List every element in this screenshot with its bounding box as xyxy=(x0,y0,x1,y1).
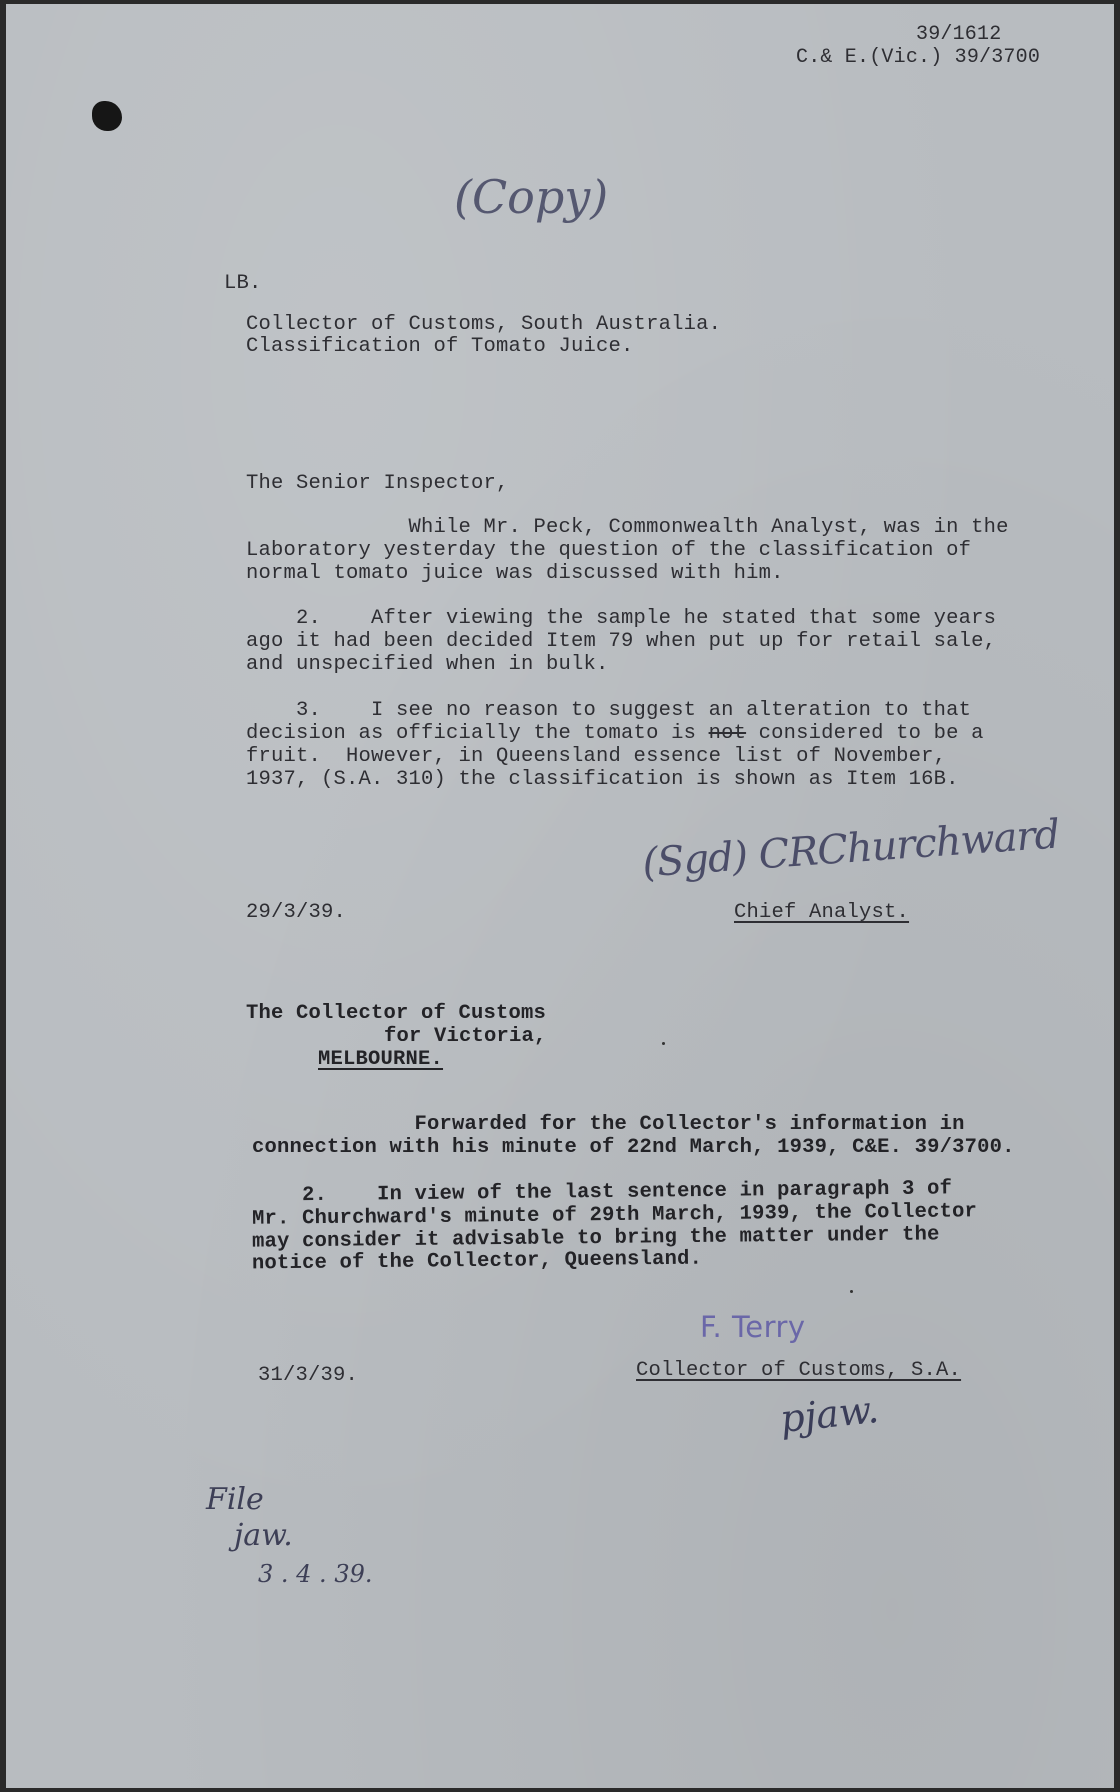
text-line: fruit. However, in Queensland essence list of November, xyxy=(246,745,947,768)
text-line: Mr. Churchward's minute of 29th March, 1939, the Collector xyxy=(251,1200,978,1231)
handwritten-signature-churchward: (Sgd) CRChurchward xyxy=(640,811,1061,887)
text-line: notice of the Collector, Queensland. xyxy=(251,1247,703,1276)
text-line: 2. In view of the last sentence in paragraph 3 of xyxy=(251,1177,953,1208)
text-line: 3. I see no reason to suggest an alteration to that xyxy=(246,699,972,722)
memo-1-date: 29/3/39. xyxy=(246,901,347,924)
file-reference-vic: C.& E.(Vic.) 39/3700 xyxy=(796,46,1041,69)
text-segment: decision as officially the tomato is xyxy=(246,722,709,745)
text-line: Laboratory yesterday the question of the classification of xyxy=(246,539,972,562)
addressee-line-2: for Victoria, xyxy=(384,1025,547,1048)
text-segment: considered to be a xyxy=(746,722,984,745)
text-line: 1937, (S.A. 310) the classification is shown as Item 16B. xyxy=(246,768,959,791)
file-annotation-line-1: File xyxy=(206,1482,264,1517)
punch-hole xyxy=(92,101,122,131)
memo-2-date: 31/3/39. xyxy=(258,1364,359,1387)
file-reference: 39/1612 xyxy=(916,23,1002,46)
text-line: ago it had been decided Item 79 when put up for retail sale, xyxy=(246,630,997,653)
memo-2-signatory-title: Collector of Customs, S.A. xyxy=(636,1359,962,1382)
text-line: normal tomato juice was discussed with him. xyxy=(246,562,784,585)
copy-handwritten-mark: (Copy) xyxy=(454,170,609,224)
text-line: and unspecified when in bulk. xyxy=(246,653,609,676)
memo-1-signatory-title: Chief Analyst. xyxy=(734,901,910,924)
addressee-line-1: The Collector of Customs xyxy=(246,1002,547,1025)
struck-word: not xyxy=(708,722,747,745)
text-line: 2. After viewing the sample he stated that some years xyxy=(246,607,997,630)
text-line: connection with his minute of 22nd March, 1939, C&E. 39/3700. xyxy=(252,1136,1015,1159)
document-page xyxy=(6,4,1114,1788)
ink-dot xyxy=(850,1290,853,1293)
subject-line-2: Classification of Tomato Juice. xyxy=(246,335,634,358)
text-line: While Mr. Peck, Commonwealth Analyst, was in the xyxy=(246,516,1009,539)
initials: LB. xyxy=(224,272,262,295)
text-line: Forwarded for the Collector's information in xyxy=(252,1113,965,1136)
salutation: The Senior Inspector, xyxy=(246,472,509,495)
ink-dot xyxy=(662,1042,665,1045)
name-stamp-f-terry: F. Terry xyxy=(700,1310,806,1344)
text-line xyxy=(246,722,984,745)
file-annotation-line-2: jaw. xyxy=(234,1518,293,1553)
file-annotation-line-3: 3 . 4 . 39. xyxy=(258,1560,373,1588)
subject-line-1: Collector of Customs, South Australia. xyxy=(246,313,722,336)
handwritten-initials: pjaw. xyxy=(777,1386,881,1442)
addressee-line-3: MELBOURNE. xyxy=(318,1048,444,1071)
text-line: may consider it advisable to bring the matter under the xyxy=(251,1223,940,1254)
